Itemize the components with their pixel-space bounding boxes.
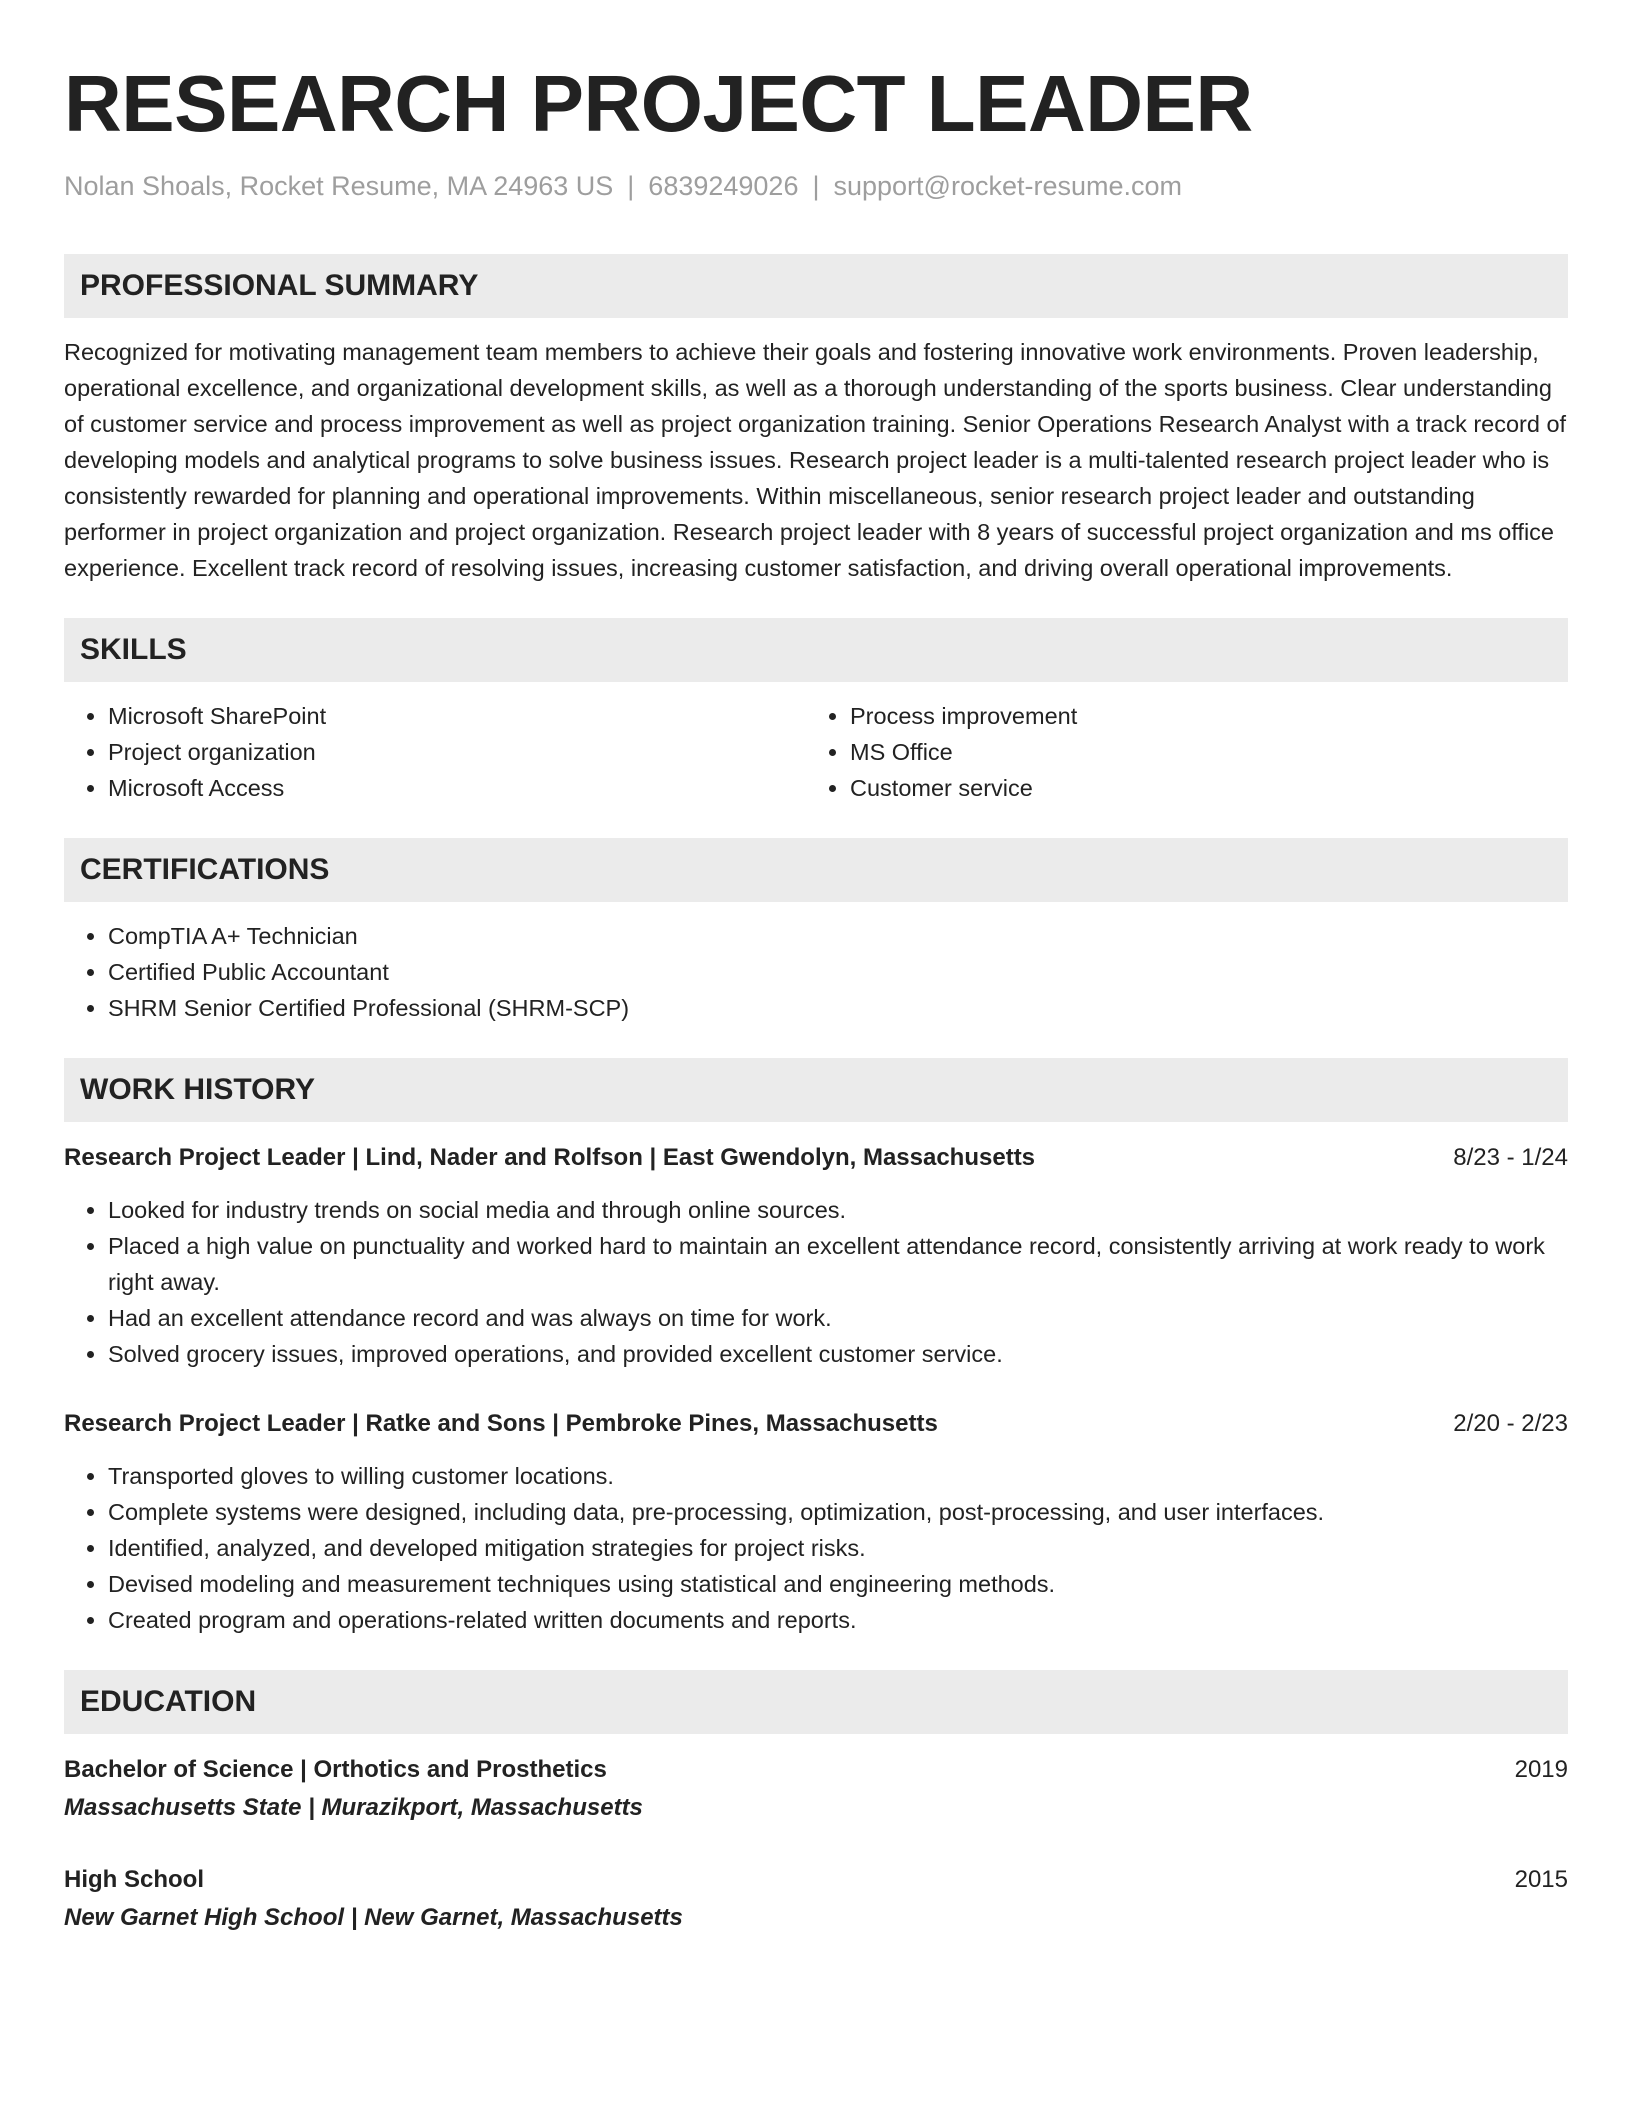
job-entry — [64, 1406, 1568, 1638]
certification-item: • Certified Public Accountant — [108, 954, 1568, 990]
job-entry — [64, 1140, 1568, 1372]
contact-phone: 6839249026 — [648, 171, 799, 201]
job-bullet: • Solved grocery issues, improved operations, and provided excellent customer service. — [108, 1336, 1568, 1372]
job-bullet: • Placed a high value on punctuality and worked hard to maintain an excellent attendance record, consistently arriving at work ready to work right away. — [108, 1228, 1568, 1300]
job-heading: Research Project Leader | Lind, Nader and Rolfson | East Gwendolyn, Massachusetts — [64, 1144, 1036, 1171]
education-degree: High School — [64, 1866, 204, 1893]
job-bullet: • Transported gloves to willing customer locations. — [108, 1458, 1568, 1494]
job-bullet: • Created program and operations-related written documents and reports. — [108, 1602, 1568, 1638]
education-heading-row — [64, 1752, 1568, 1788]
job-bullets — [64, 1192, 1568, 1372]
resume-title: RESEARCH PROJECT LEADER — [64, 59, 1253, 148]
job-dates: 2/20 - 2/23 — [1453, 1410, 1568, 1437]
job-bullet: • Devised modeling and measurement techniques using statistical and engineering methods. — [108, 1566, 1568, 1602]
skill-item: • Project organization — [108, 734, 806, 770]
education-school: New Garnet High School | New Garnet, Massachusetts — [64, 1904, 683, 1931]
skill-item: • Process improvement — [850, 698, 1548, 734]
job-heading-row — [64, 1140, 1568, 1176]
job-bullet: • Identified, analyzed, and developed mitigation strategies for project risks. — [108, 1530, 1568, 1566]
job-bullet: • Looked for industry trends on social media and through online sources. — [108, 1192, 1568, 1228]
contact-separator: | — [627, 171, 635, 201]
education-year: 2019 — [1514, 1756, 1568, 1783]
skills-column-left — [64, 698, 806, 806]
skills-list — [64, 698, 1568, 806]
section-header-certifications: CERTIFICATIONS — [64, 838, 1568, 902]
contact-address: Nolan Shoals, Rocket Resume, MA 24963 US — [64, 171, 614, 201]
contact-line — [64, 168, 1568, 204]
certification-item: • CompTIA A+ Technician — [108, 918, 1568, 954]
skill-item: • Microsoft Access — [108, 770, 806, 806]
certification-item: • SHRM Senior Certified Professional (SHRM-SCP) — [108, 990, 1568, 1026]
section-header-skills: SKILLS — [64, 618, 1568, 682]
education-entry — [64, 1862, 1568, 1938]
skill-item: • Microsoft SharePoint — [108, 698, 806, 734]
contact-email: support@rocket-resume.com — [833, 171, 1183, 201]
education-heading-row — [64, 1862, 1568, 1898]
job-heading-row — [64, 1406, 1568, 1442]
education-year: 2015 — [1514, 1866, 1568, 1893]
skills-column-right — [806, 698, 1548, 806]
skill-item: • Customer service — [850, 770, 1548, 806]
section-header-education: EDUCATION — [64, 1670, 1568, 1734]
certifications-list — [64, 918, 1568, 1026]
education-entry — [64, 1752, 1568, 1828]
section-header-summary: PROFESSIONAL SUMMARY — [64, 254, 1568, 318]
job-bullet: • Had an excellent attendance record and was always on time for work. — [108, 1300, 1568, 1336]
contact-separator: | — [812, 171, 820, 201]
summary-text: Recognized for motivating management team members to achieve their goals and fostering innovative work environments. Proven leadership, operational excellence, and organizational development skills, as well as a thorough understanding of the sports business. Clear understanding of customer service and process improvement as well as project organization training. Senior Operations Research Analyst with a track record of developing models and analytical programs to solve business issues. Research project leader is a multi-talented research project leader who is consistently rewarded for planning and operational improvements. Within miscellaneous, senior research project leader and outstanding performer in project organization and project organization. Research project leader with 8 years of successful project organization and ms office experience. Excellent track record of resolving issues, increasing customer satisfaction, and driving overall operational improvements. — [64, 339, 1567, 581]
education-school: Massachusetts State | Murazikport, Massachusetts — [64, 1794, 643, 1821]
job-bullet: • Complete systems were designed, including data, pre-processing, optimization, post-processing, and user interfaces. — [108, 1494, 1568, 1530]
job-bullets — [64, 1458, 1568, 1638]
education-degree: Bachelor of Science | Orthotics and Prosthetics — [64, 1756, 607, 1783]
section-header-work-history: WORK HISTORY — [64, 1058, 1568, 1122]
job-heading: Research Project Leader | Ratke and Sons | Pembroke Pines, Massachusetts — [64, 1410, 938, 1437]
skill-item: • MS Office — [850, 734, 1548, 770]
job-dates: 8/23 - 1/24 — [1453, 1144, 1568, 1171]
